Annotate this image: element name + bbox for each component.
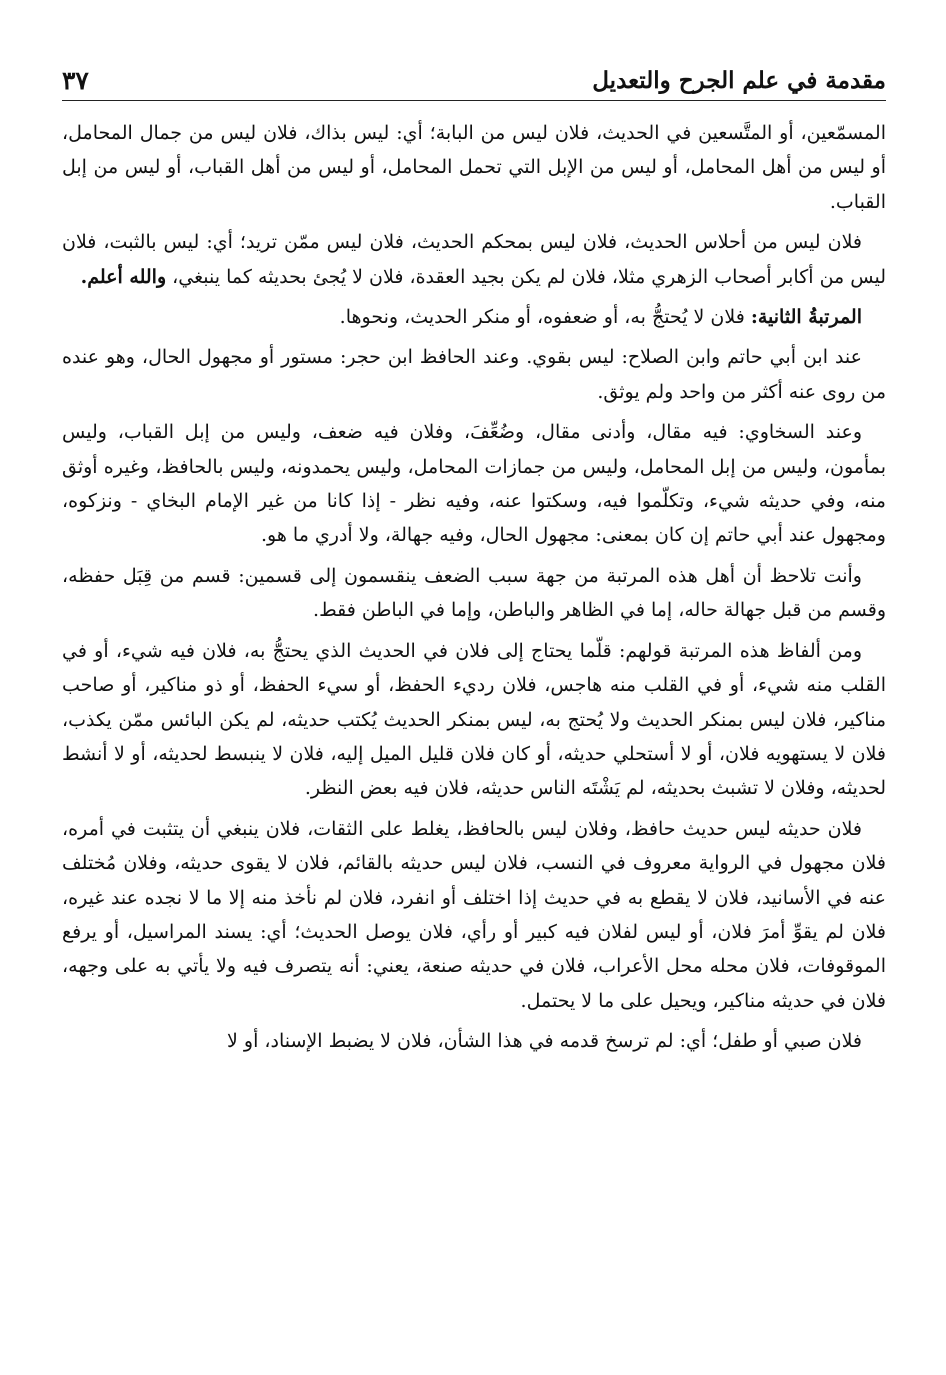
paragraph-text: المسمّعين، أو المتَّسعين في الحديث، فلان ليس من البابة؛ أي: ليس بذاك، فلان ليس من جمال المحامل، أو ليس من أهل المحامل، أو ليس من الإبل التي تحمل المحامل، أو ليس من أهل القباب، أو ليس من إبل القباب. — [62, 122, 886, 213]
section-heading: المرتبةُ الثانية: — [750, 306, 862, 329]
paragraph-text: عند ابن أبي حاتم وابن الصلاح: ليس بقوي. وعند الحافظ ابن حجر: مستور أو مجهول الحال، وهو عنده من روى عنه أكثر من واحد ولم يوثق. — [62, 346, 886, 403]
paragraph-7 — [62, 634, 886, 806]
paragraph-text: ومن ألفاظ هذه المرتبة قولهم: قلّما يحتاج إلى فلان في الحديث الذي يحتجُّ به، فلان فيه شيء، أو في القلب منه شيء، أو في القلب منه هاجس، فلان رديء الحفظ، أو سيء الحفظ، أو ذو مناكير، أو صاحب مناكير، فلان ليس بمنكر الحديث ولا يُحتج به، ليس بمنكر الحديث يُكتب حديثه، لم يكن البائس ممّن يكذب، فلان لا يستهويه فلان، أو لا أستحلي حديثه، أو كان فلان قليل الميل إليه، فلان لا ينبسط لحديثه، أو لا أنشط لحديثه، وفلان لا تشبث بحديثه، لم يَشْتَه الناس حديثه، فلان فيه بعض النظر. — [62, 639, 886, 800]
paragraph-text: فلان ليس من أحلاس الحديث، فلان ليس بمحكم الحديث، فلان ليس ممّن تريد؛ أي: ليس بالثبت، فلان ليس من أكابر أصحاب الزهري مثلا، فلان لم يكن بجيد العقدة، فلان لا يُجئ بحديثه كما ينبغي، — [62, 231, 886, 288]
running-title: مقدمة في علم الجرح والتعديل — [592, 67, 886, 94]
paragraph-6 — [62, 559, 886, 628]
paragraph-8 — [62, 812, 886, 1018]
page-number: ٣٧ — [62, 66, 89, 95]
paragraph-1 — [62, 116, 886, 219]
paragraph-text: فلان لا يُحتجُّ به، أو ضعفوه، أو منكر الحديث، ونحوها. — [339, 306, 745, 329]
paragraph-text: فلان حديثه ليس حديث حافظ، وفلان ليس بالحافظ، يغلط على الثقات، فلان ينبغي أن يتثبت في أمره، فلان مجهول في الرواية معروف في النسب، فلان ليس حديثه بالقائم، فلان لا يقوى حديثه، وفلان مُختلف عنه في الأسانيد، فلان لا يقطع به في حديث إذا اختلف أو انفرد، فلان لم نأخذ منه إلا ما لا نجده عند غيره، فلان لم يقوِّ أمرَ فلان، أو ليس لفلان فيه كبير أو رأي، فلان يوصل الحديث؛ أي: يسند المراسيل، أو يرفع الموقوفات، فلان محله محل الأعراب، فلان في حديثه صنعة، يعني: أنه يتصرف فيه ولا يأتي به على وجهه، فلان في حديثه مناكير، ويحيل على ما لا يحتمل. — [62, 817, 886, 1012]
paragraph-text: وأنت تلاحظ أن أهل هذه المرتبة من جهة سبب الضعف ينقسمون إلى قسمين: قسم من قِبَل حفظه، وقسم من قبل جهالة حاله، إما في الظاهر والباطن، وإما في الباطن فقط. — [62, 564, 886, 622]
paragraph-2 — [62, 225, 886, 294]
paragraph-3 — [62, 300, 886, 334]
paragraph-text: فلان صبي أو طفل؛ أي: لم ترسخ قدمه في هذا الشأن، فلان لا يضبط الإسناد، أو لا — [227, 1030, 862, 1053]
paragraph-emphasis: والله أعلم. — [80, 265, 167, 288]
paragraph-text: وعند السخاوي: فيه مقال، وأدنى مقال، وضُعِّفَ، وفلان فيه ضعف، وليس من إبل القباب، وليس بمأمون، وليس من إبل المحامل، وليس من جمازات المحامل، وليس يحمدونه، وليس بالحافظ، وغيره أوثق منه، وفي حديثه شيء، وتكلّموا فيه، وسكتوا عنه، وفيه نظر - إذا كانا من غير الإمام البخاي - ونزكوه، ومجهول عند أبي حاتم إن كان بمعنى: مجهول الحال، وفيه جهالة، ولا أدري ما هو. — [62, 421, 886, 547]
header-rule — [62, 100, 886, 101]
paragraph-4 — [62, 340, 886, 409]
paragraph-5 — [62, 415, 886, 553]
paragraph-9 — [62, 1024, 886, 1058]
running-head — [62, 60, 886, 96]
body-text — [62, 116, 886, 1065]
